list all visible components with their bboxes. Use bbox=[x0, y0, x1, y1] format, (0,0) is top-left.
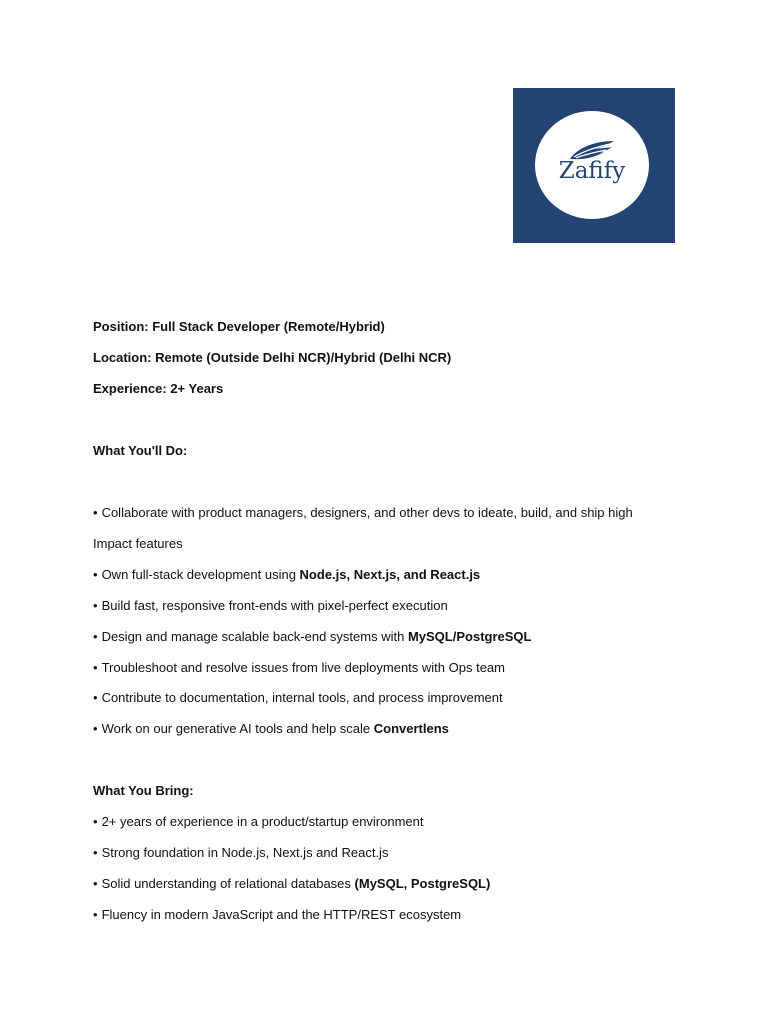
logo-text: Zafify bbox=[558, 158, 626, 184]
list-item-continuation: Impact features bbox=[93, 536, 183, 551]
list-item: • 2+ years of experience in a product/startup environment bbox=[93, 814, 424, 829]
experience-line: Experience: 2+ Years bbox=[93, 381, 224, 396]
list-item: • Design and manage scalable back-end systems with MySQL/PostgreSQL bbox=[93, 629, 532, 644]
location-line: Location: Remote (Outside Delhi NCR)/Hybrid (Delhi NCR) bbox=[93, 350, 452, 365]
what-you-bring-heading: What You Bring: bbox=[93, 783, 194, 798]
bullet-icon: • bbox=[93, 505, 98, 520]
bullet-icon: • bbox=[93, 660, 98, 675]
list-item: • Troubleshoot and resolve issues from live deployments with Ops team bbox=[93, 660, 505, 675]
list-item: • Solid understanding of relational databases (MySQL, PostgreSQL) bbox=[93, 876, 491, 891]
bullet-icon: • bbox=[93, 629, 98, 644]
bullet-icon: • bbox=[93, 845, 98, 860]
list-item: • Strong foundation in Node.js, Next.js and React.js bbox=[93, 845, 389, 860]
list-item: • Build fast, responsive front-ends with pixel-perfect execution bbox=[93, 598, 448, 613]
what-you-do-heading: What You'll Do: bbox=[93, 443, 188, 458]
position-line: Position: Full Stack Developer (Remote/Hybrid) bbox=[93, 319, 385, 334]
bullet-icon: • bbox=[93, 907, 98, 922]
bullet-icon: • bbox=[93, 814, 98, 829]
list-item: • Contribute to documentation, internal tools, and process improvement bbox=[93, 690, 503, 705]
bullet-icon: • bbox=[93, 690, 98, 705]
list-item: • Fluency in modern JavaScript and the HTTP/REST ecosystem bbox=[93, 907, 462, 922]
logo-circle bbox=[535, 111, 649, 219]
list-item: • Own full-stack development using Node.js, Next.js, and React.js bbox=[93, 567, 481, 582]
list-item: • Collaborate with product managers, designers, and other devs to ideate, build, and ship high bbox=[93, 505, 633, 520]
bullet-icon: • bbox=[93, 876, 98, 891]
bullet-icon: • bbox=[93, 598, 98, 613]
bullet-icon: • bbox=[93, 567, 98, 582]
company-logo bbox=[513, 88, 675, 243]
list-item: • Work on our generative AI tools and help scale Convertlens bbox=[93, 721, 449, 736]
bullet-icon: • bbox=[93, 721, 98, 736]
